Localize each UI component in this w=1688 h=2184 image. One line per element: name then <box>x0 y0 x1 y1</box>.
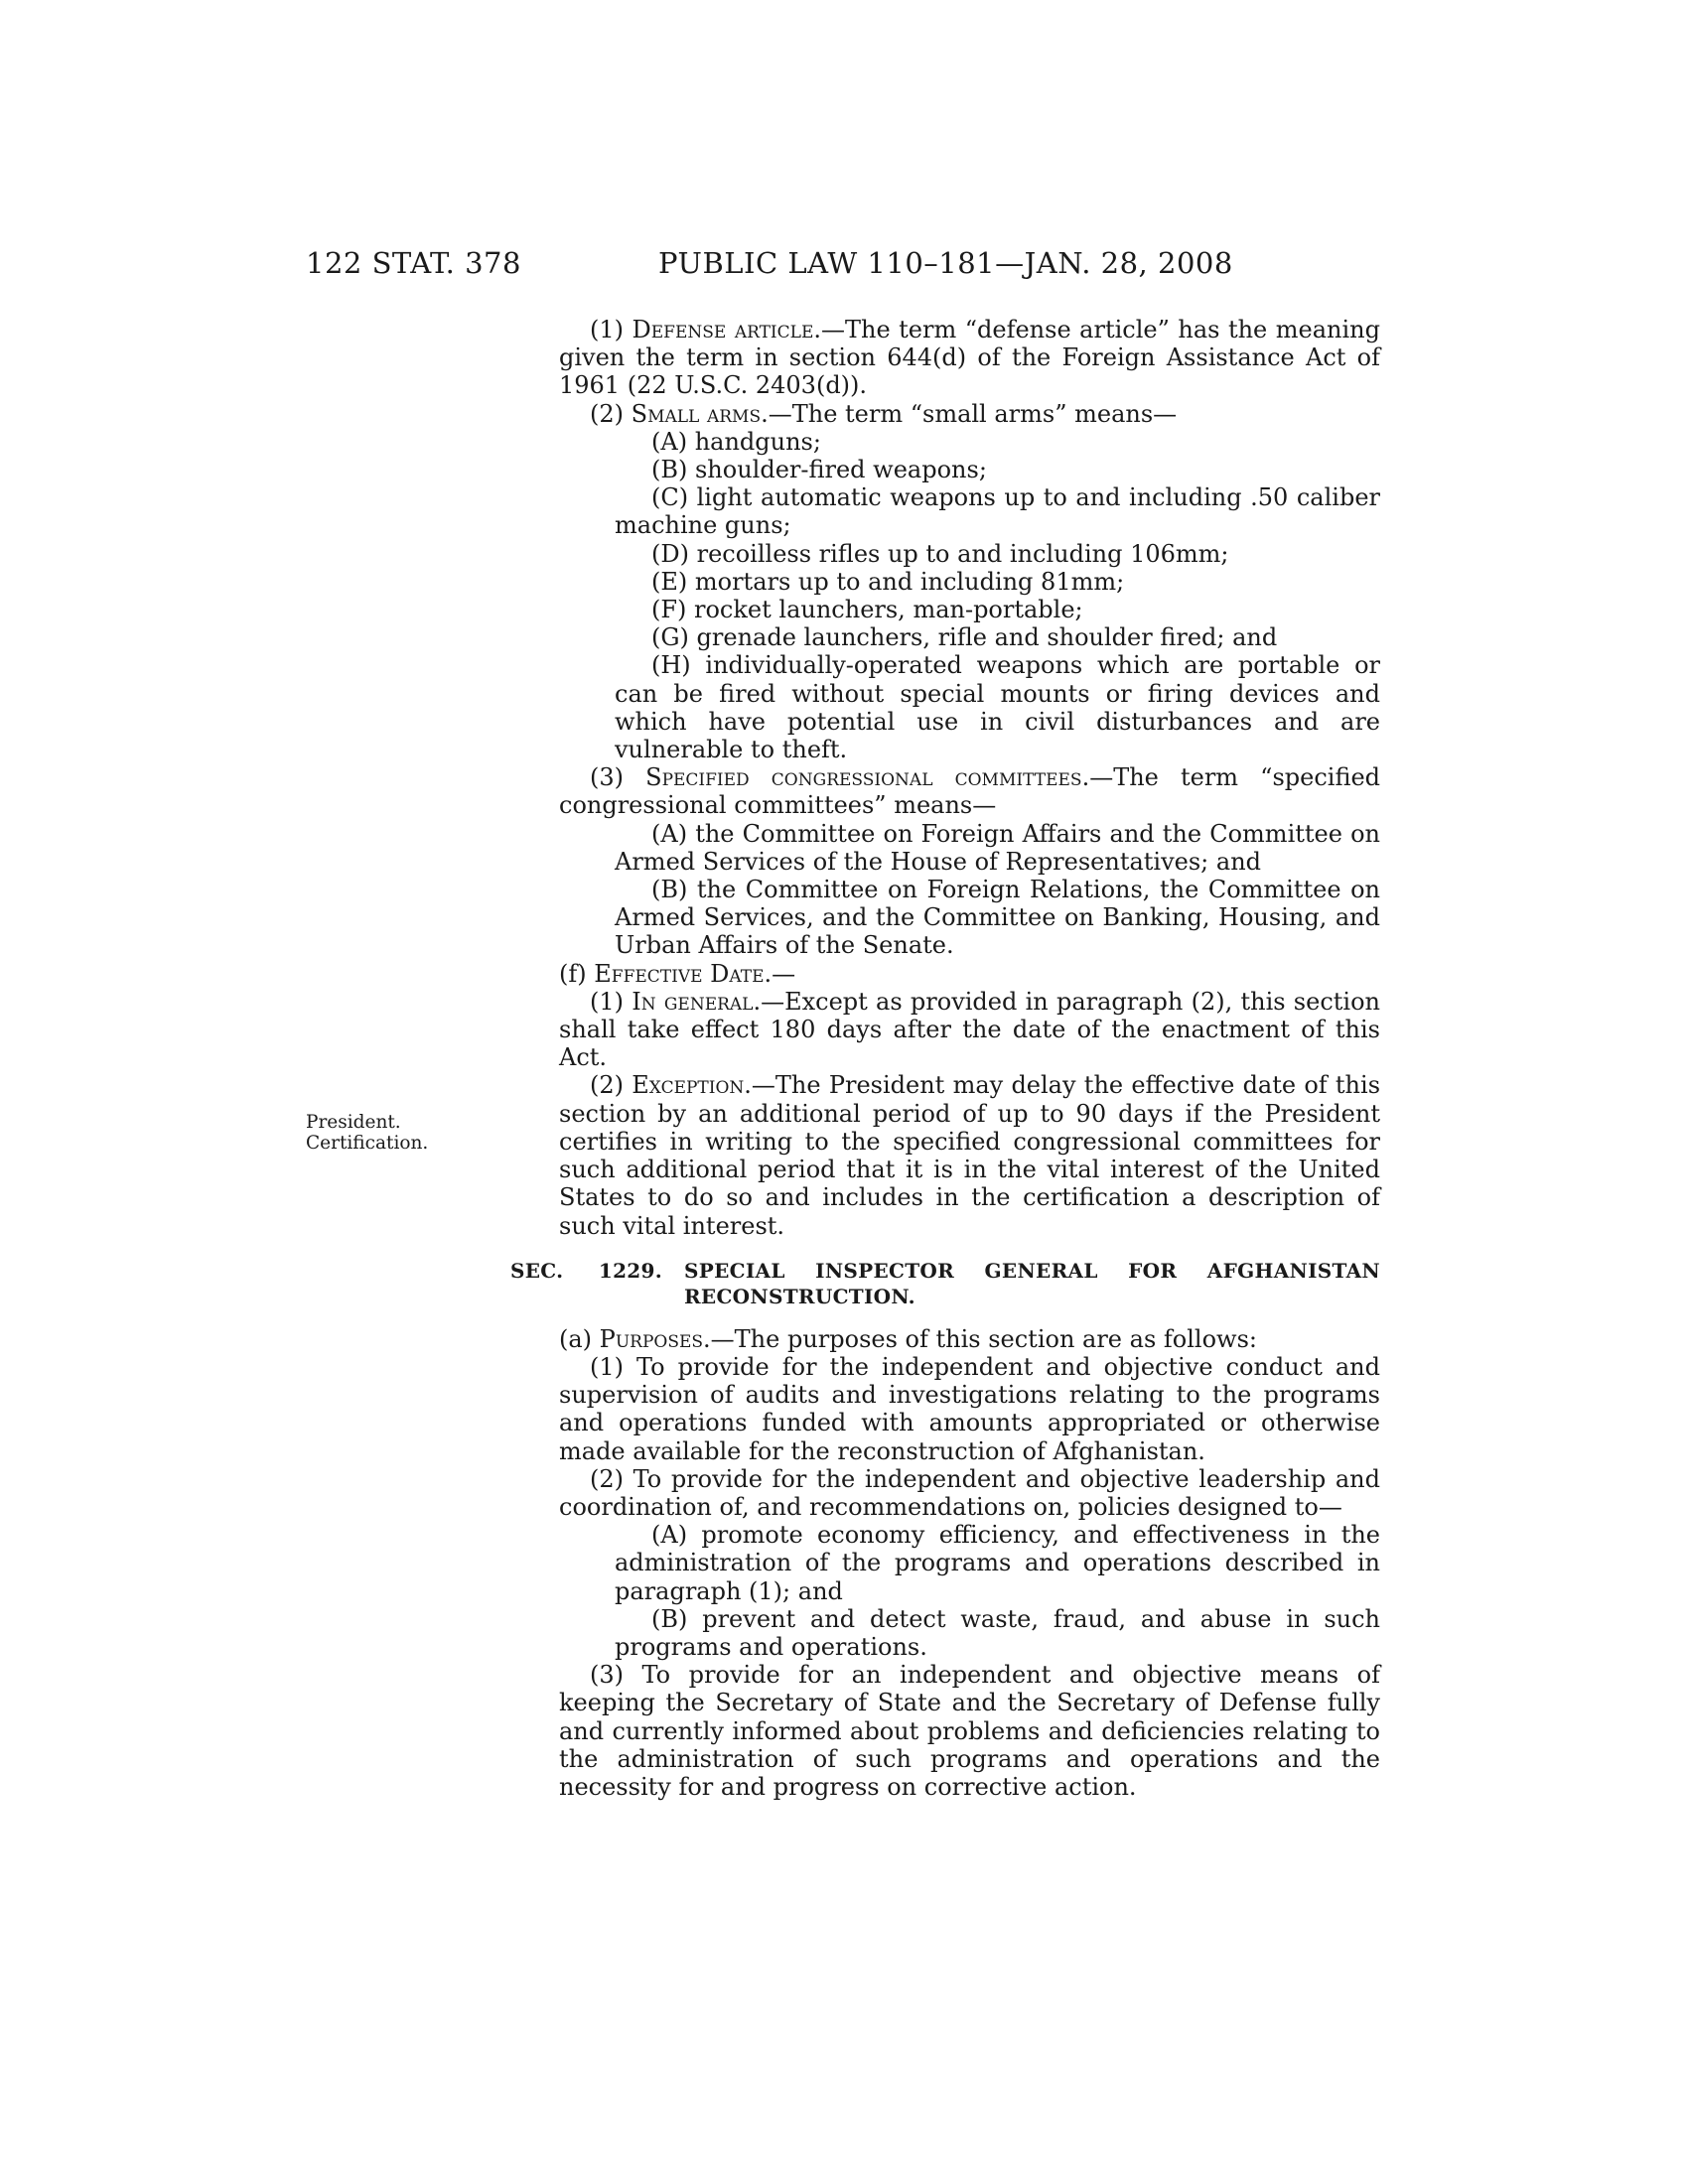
small-arms-item: (C) light automatic weapons up to and including .50 caliber machine guns; <box>615 483 1380 540</box>
small-arms-item: (E) mortars up to and including 81mm; <box>651 567 1125 596</box>
purpose-2: (2) To provide for the independent and objective leadership and coordination of, and recommendations on, policies designed to— <box>559 1464 1380 1521</box>
effective-date-in-general: (1) In general.—Except as provided in paragraph (2), this section shall take effect 180 days after the date of the enactment of this Act. <box>559 987 1380 1072</box>
page-header <box>0 246 1688 296</box>
committee-item: (A) the Committee on Foreign Affairs and the Committee on Armed Services of the House of Representatives; and <box>615 819 1380 876</box>
margin-note-certification: Certification. <box>306 1133 429 1154</box>
purpose-3: (3) To provide for an independent and objective means of keeping the Secretary of State and the Secretary of Defense fully and currently informed about problems and deficiencies relating to the administration of such programs and operations and the necessity for and progress on corrective action. <box>559 1661 1380 1801</box>
small-arms-item: (B) shoulder-fired weapons; <box>651 456 987 484</box>
section-title: SPECIAL INSPECTOR GENERAL FOR AFGHANISTAN RECONSTRUCTION. <box>684 1258 1380 1308</box>
subsection-purposes: (a) Purposes.—The purposes of this section are as follows: <box>559 1324 1257 1353</box>
section-heading <box>510 1258 1380 1309</box>
term-heading: Defense article <box>632 316 814 343</box>
purpose-2-item: (A) promote economy efficiency, and effectiveness in the administration of the programs and operations described in paragraph (1); and <box>615 1521 1380 1605</box>
margin-note <box>306 1112 428 1154</box>
term-heading: In general <box>632 987 754 1016</box>
term-heading: Exception <box>632 1071 745 1100</box>
purpose-1: (1) To provide for the independent and objective conduct and supervision of audits and investigations relating to the programs and operations funded with amounts appropriated or otherwise made available for the reconstruction of Afghanistan. <box>559 1352 1380 1465</box>
definition-small-arms: (2) Small arms.—The term “small arms” means— <box>590 399 1178 428</box>
purpose-2-item: (B) prevent and detect waste, fraud, and abuse in such programs and operations. <box>615 1604 1380 1661</box>
subsection-effective-date: (f) Effective Date.— <box>559 959 796 988</box>
definition-defense-article: (1) Defense article.—The term “defense article” has the meaning given the term in section 644(d) of the Foreign Assistance Act of 1961 (22 U.S.C. 2403(d)). <box>559 316 1380 400</box>
small-arms-item: (A) handguns; <box>651 427 821 456</box>
subsection-heading: Effective Date <box>594 959 765 988</box>
definition-specified-committees: (3) Specified congressional committees.—The term “specified congressional committees” means— <box>559 763 1381 820</box>
public-law-citation: PUBLIC LAW 110–181—JAN. 28, 2008 <box>658 246 1233 280</box>
small-arms-item: (F) rocket launchers, man-portable; <box>651 596 1083 624</box>
small-arms-item: (D) recoilless rifles up to and including 106mm; <box>651 539 1229 568</box>
term-heading: Specified congressional committees <box>645 763 1082 792</box>
margin-note-president: President. <box>306 1112 401 1133</box>
body-text <box>510 316 1381 1801</box>
small-arms-item: (H) individually-operated weapons which are portable or can be fired without special mounts or firing devices and which have potential use in civil disturbances and are vulnerable to theft. <box>615 651 1380 764</box>
term-heading: Small arms <box>631 399 762 428</box>
committee-item: (B) the Committee on Foreign Relations, the Committee on Armed Services, and the Committee on Banking, Housing, and Urban Affairs of the Senate. <box>615 876 1380 960</box>
statute-page-number: 122 STAT. 378 <box>306 246 521 280</box>
effective-date-exception: (2) Exception.—The President may delay the effective date of this section by an additional period of up to 90 days if the President certifies in writing to the specified congressional committees for such additional period that it is in the vital interest of the United States to do so and includes in the certification a description of such vital interest. <box>559 1071 1381 1240</box>
small-arms-item: (G) grenade launchers, rifle and shoulder fired; and <box>651 623 1278 652</box>
subsection-heading: Purposes <box>599 1324 704 1353</box>
section-number: SEC. 1229. <box>510 1258 662 1283</box>
